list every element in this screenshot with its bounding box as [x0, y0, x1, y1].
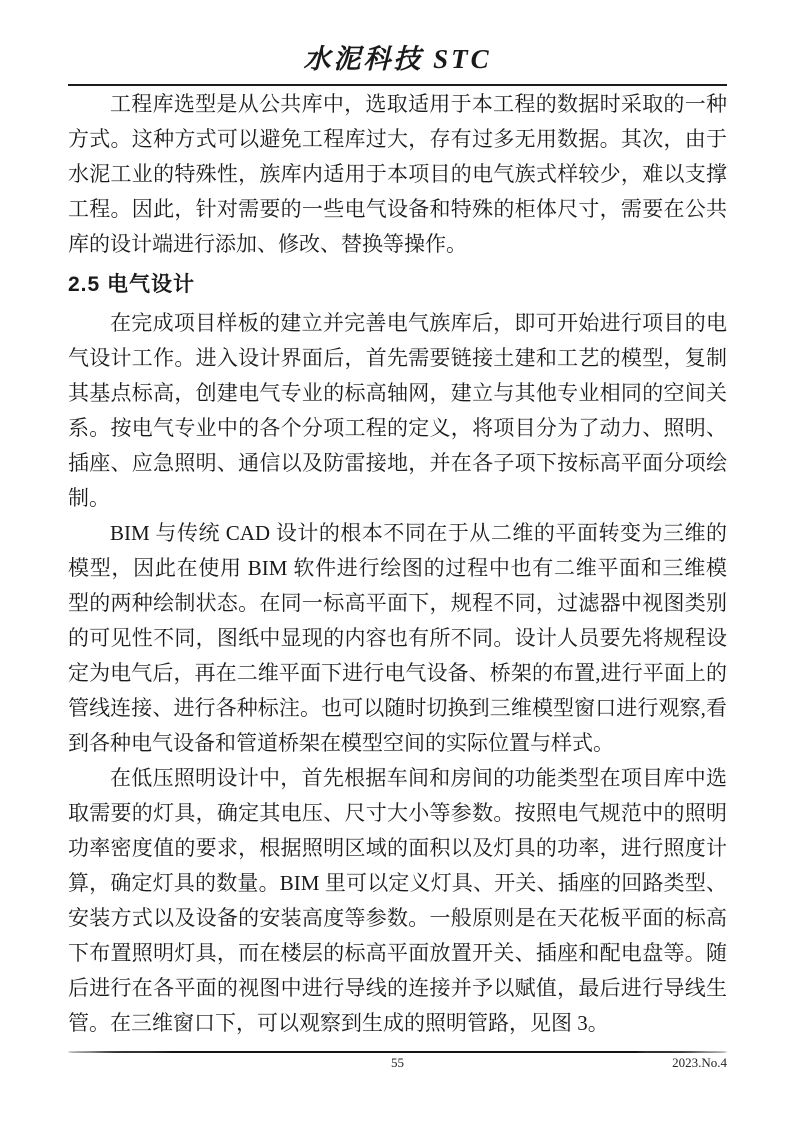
page-number: 55: [391, 1055, 404, 1070]
paragraph-lighting-design: 在低压照明设计中，首先根据车间和房间的功能类型在项目库中选取需要的灯具，确定其电压、尺寸大小等参数。按照电气规范中的照明功率密度值的要求，根据照明区域的面积以及灯具的功率，进行照度计算，确定灯具的数量。BIM 里可以定义灯具、开关、插座的回路类型、安装方式以及设备的安装高度等参数。一般原则是在天花板平面的标高下布置照明灯具，而在楼层的标高平面放置开关、插座和配电盘等。随后进行在各平面的视图中进行导线的连接并予以赋值，最后进行导线生管。在三维窗口下，可以观察到生成的照明管路，见图 3。: [68, 766, 727, 1035]
paragraph-bim-vs-cad: BIM 与传统 CAD 设计的根本不同在于从二维的平面转变为三维的模型，因此在使用 BIM 软件进行绘图的过程中也有二维平面和三维模型的两种绘制状态。在同一标高平面下，规程不同，过滤器中视图类别的可见性不同，图纸中显现的内容也有所不同。设计人员要先将规程设定为电气后，再在二维平面下进行电气设备、桥架的布置,进行平面上的管线连接、进行各种标注。也可以随时切换到三维模型窗口进行观察,看到各种电气设备和管道桥架在模型空间的实际位置与样式。: [68, 521, 727, 755]
paragraph-design-workflow: 在完成项目样板的建立并完善电气族库后，即可开始进行项目的电气设计工作。进入设计界面后，首先需要链接土建和工艺的模型，复制其基点标高，创建电气专业的标高轴网，建立与其他专业相同的空间关系。按电气专业中的各个分项工程的定义，将项目分为了动力、照明、插座、应急照明、通信以及防雷接地，并在各子项下按标高平面分项绘制。: [68, 311, 727, 510]
footer-rule: [68, 1051, 727, 1053]
page-body: [68, 87, 727, 1041]
journal-title: 水泥科技 STC: [303, 44, 492, 74]
page-header: [68, 0, 727, 86]
footer-row: [68, 1055, 727, 1075]
header-rule: [68, 84, 727, 86]
page-footer: [68, 1051, 727, 1075]
issue-number: 2023.No.4: [672, 1055, 727, 1070]
section-heading-electrical-design: 2.5 电气设计: [68, 273, 196, 296]
paragraph-project-library: 工程库选型是从公共库中，选取适用于本工程的数据时采取的一种方式。这种方式可以避免工程库过大，存有过多无用数据。其次，由于水泥工业的特殊性，族库内适用于本项目的电气族式样较少，难以支撑工程。因此，针对需要的一些电气设备和特殊的柜体尺寸，需要在公共库的设计端进行添加、修改、替换等操作。: [68, 92, 727, 256]
